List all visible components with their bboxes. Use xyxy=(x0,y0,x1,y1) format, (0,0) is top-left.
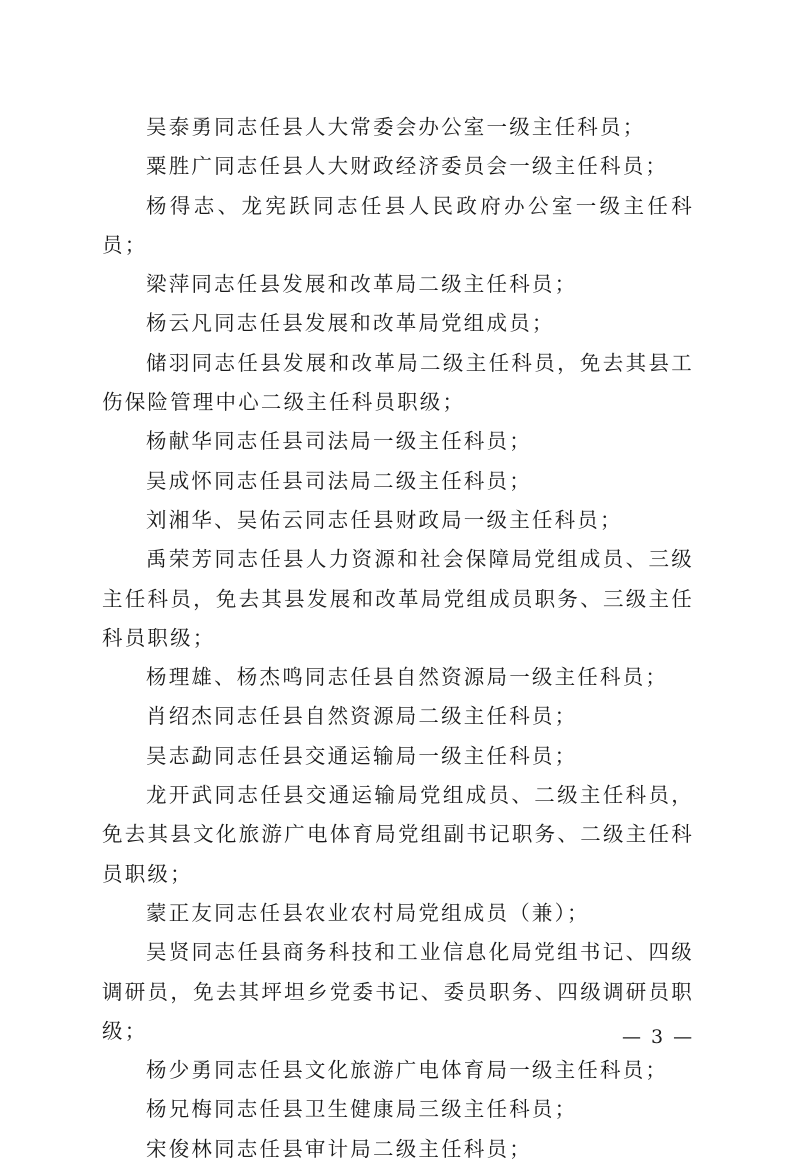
paragraph-3: 杨得志、龙宪跃同志任县人民政府办公室一级主任科员； xyxy=(102,193,694,257)
document-body xyxy=(102,108,694,1169)
paragraph-14: 龙开武同志任县交通运输局党组成员、二级主任科员，免去其县文化旅游广电体育局党组副书记职务、二级主任科员职级； xyxy=(102,783,694,886)
paragraph-11: 杨理雄、杨杰鸣同志任县自然资源局一级主任科员； xyxy=(146,665,669,690)
paragraph-13: 吴志勐同志任县交通运输局一级主任科员； xyxy=(146,743,578,768)
paragraph-19: 宋俊林同志任县审计局二级主任科员； xyxy=(146,1136,532,1161)
paragraph-10: 禹荣芳同志任县人力资源和社会保障局党组成员、三级主任科员，免去其县发展和改革局党组成员职务、三级主任科员职级； xyxy=(102,547,694,650)
paragraph-15: 蒙正友同志任县农业农村局党组成员（兼）； xyxy=(146,900,590,925)
paragraph-17: 杨少勇同志任县文化旅游广电体育局一级主任科员； xyxy=(146,1058,669,1083)
paragraph-7: 杨献华同志任县司法局一级主任科员； xyxy=(146,429,532,454)
paragraph-9: 刘湘华、吴佑云同志任县财政局一级主任科员； xyxy=(146,507,623,532)
paragraph-8: 吴成怀同志任县司法局二级主任科员； xyxy=(146,468,532,493)
paragraph-18: 杨兄梅同志任县卫生健康局三级主任科员； xyxy=(146,1097,578,1122)
paragraph-2: 粟胜广同志任县人大财政经济委员会一级主任科员； xyxy=(146,154,669,179)
paragraph-6: 储羽同志任县发展和改革局二级主任科员，免去其县工伤保险管理中心二级主任科员职级； xyxy=(102,350,694,415)
paragraph-16: 吴贤同志任县商务科技和工业信息化局党组书记、四级调研员，免去其坪坦乡党委书记、委员职务、四级调研员职级； xyxy=(102,940,694,1043)
paragraph-5: 杨云凡同志任县发展和改革局党组成员； xyxy=(146,311,555,336)
paragraph-1: 吴泰勇同志任县人大常委会办公室一级主任科员； xyxy=(146,115,646,139)
paragraph-4: 梁萍同志任县发展和改革局二级主任科员； xyxy=(146,272,578,297)
page-number: — 3 — xyxy=(622,1026,695,1048)
paragraph-12: 肖绍杰同志任县自然资源局二级主任科员； xyxy=(146,704,578,729)
